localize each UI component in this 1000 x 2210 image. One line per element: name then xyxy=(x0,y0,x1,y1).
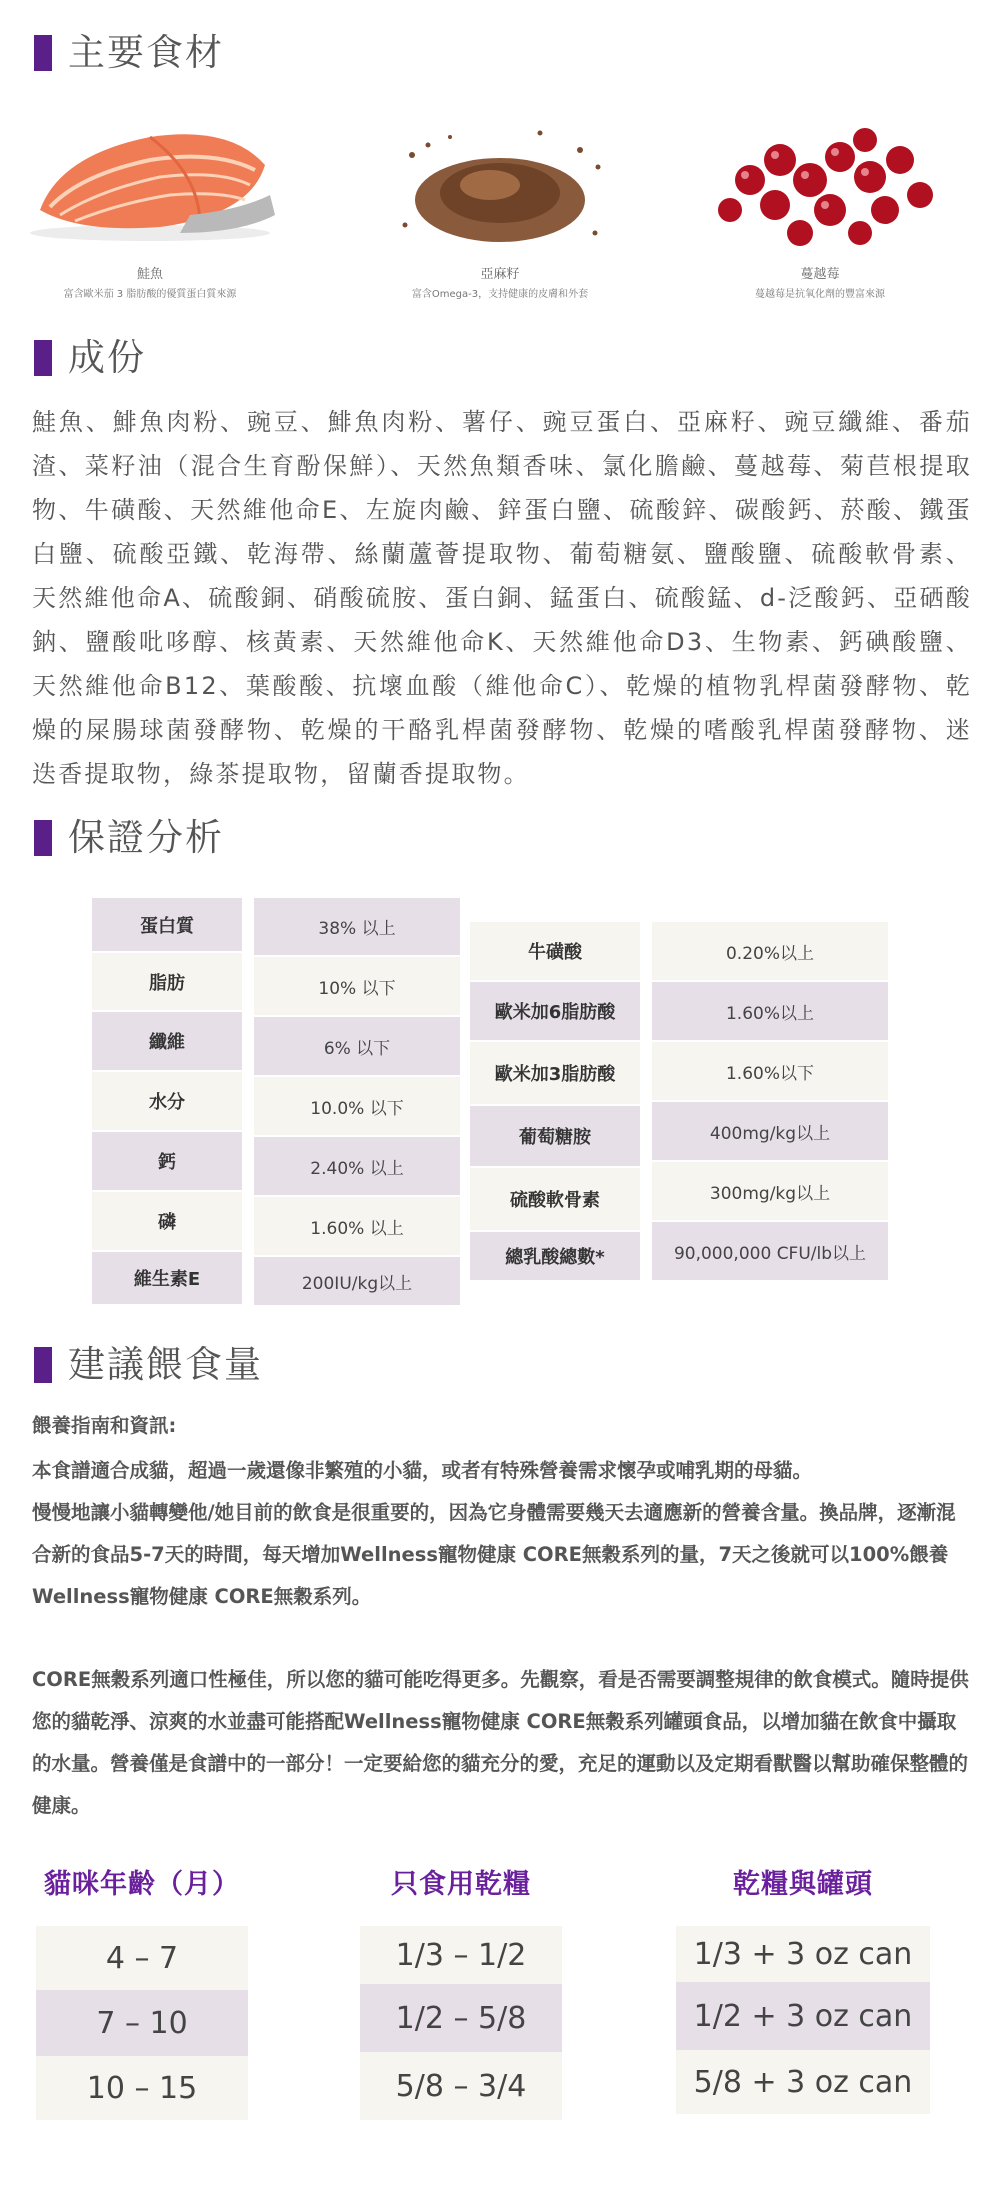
ingredient-cranberry xyxy=(670,115,970,300)
section-header-composition xyxy=(34,336,146,380)
feeding-cell-dry: 5/8 – 3/4 xyxy=(360,2052,562,2120)
feeding-cell-age: 7 – 10 xyxy=(36,1990,248,2056)
feeding-cell-dry: 1/2 – 5/8 xyxy=(360,1984,562,2052)
feeding-col-header-age: 貓咪年齡（月） xyxy=(44,1869,240,1900)
feeding-guide-suitability: 本食譜適合成貓，超過一歲還像非繁殖的小貓，或者有特殊營養需求懷孕或哺乳期的母貓。 xyxy=(32,1459,813,1482)
analysis-value: 0.20%以上 xyxy=(652,922,888,980)
section-title: 成份 xyxy=(68,336,146,379)
composition-text: 鮭魚、鯡魚肉粉、豌豆、鯡魚肉粉、薯仔、豌豆蛋白、亞麻籽、豌豆纖維、番茄渣、菜籽油（混合生育酚保鮮）、天然魚類香味、氯化膽鹼、蔓越莓、菊苣根提取物、牛磺酸、天然維他命E、左旋肉鹼、鋅蛋白鹽、硫酸鋅、碳酸鈣、菸酸、鐵蛋白鹽、硫酸亞鐵、乾海帶、絲蘭蘆薈提取物、葡萄糖氨、鹽酸鹽、硫酸軟骨素、天然維他命A、硫酸銅、硝酸硫胺、蛋白銅、錳蛋白、硫酸錳、d-泛酸鈣、亞硒酸鈉、鹽酸吡哆醇、核黃素、天然維他命K、天然維他命D3、生物素、鈣碘酸鹽、天然維他命B12、葉酸酸、抗壞血酸（維他命C）、乾燥的植物乳桿菌發酵物、乾燥的屎腸球菌發酵物、乾燥的干酪乳桿菌發酵物、乾燥的嗜酸乳桿菌發酵物、迷迭香提取物，綠茶提取物，留蘭香提取物。 xyxy=(32,408,972,788)
ingredient-desc: 蔓越莓是抗氧化劑的豐富來源 xyxy=(755,289,885,300)
feeding-col-header-dry: 只食用乾糧 xyxy=(391,1869,531,1900)
analysis-label: 磷 xyxy=(92,1192,242,1250)
analysis-label: 葡萄糖胺 xyxy=(470,1106,640,1166)
salmon-fillet-icon xyxy=(0,115,300,255)
feeding-cell-dry: 1/3 – 1/2 xyxy=(360,1926,562,1984)
analysis-value: 1.60% 以上 xyxy=(254,1197,460,1255)
feeding-guide-title: 餵養指南和資訊: xyxy=(32,1414,177,1437)
ingredient-flaxseed xyxy=(350,115,650,300)
section-title: 保證分析 xyxy=(68,816,224,859)
ingredient-salmon xyxy=(0,115,300,300)
analysis-label: 歐米加3脂肪酸 xyxy=(470,1042,640,1104)
feeding-cell-age: 10 – 15 xyxy=(36,2056,248,2120)
analysis-value: 400mg/kg以上 xyxy=(652,1102,888,1160)
analysis-label: 鈣 xyxy=(92,1132,242,1190)
section-bar xyxy=(34,35,52,71)
feeding-col-header-dry-can: 乾糧與罐頭 xyxy=(733,1869,873,1900)
analysis-label: 蛋白質 xyxy=(92,898,242,951)
analysis-label: 脂肪 xyxy=(92,953,242,1010)
analysis-label: 維生素E xyxy=(92,1252,242,1304)
ingredient-name: 蔓越莓 xyxy=(800,267,840,282)
feeding-guide-advice: CORE無穀系列適口性極佳，所以您的貓可能吃得更多。先觀察，看是否需要調整規律的飲食模式。隨時提供您的貓乾淨、涼爽的水並盡可能搭配Wellness寵物健康 CORE無穀系列罐頭食品，以增加貓在飲食中攝取的水量。營養僅是食譜中的一部分！一定要給您的貓充分的愛，充足的運動以及定期看獸醫以幫助確保整體的健康。 xyxy=(32,1668,969,1817)
feeding-guide-transition: 慢慢地讓小貓轉變他/她目前的飲食是很重要的，因為它身體需要幾天去適應新的營養含量。換品牌，逐漸混合新的食品5-7天的時間，每天增加Wellness寵物健康 CORE無穀系列的量，7天之後就可以100%餵養Wellness寵物健康 CORE無穀系列。 xyxy=(32,1501,956,1608)
analysis-label: 纖維 xyxy=(92,1012,242,1070)
analysis-value: 10.0% 以下 xyxy=(254,1077,460,1135)
analysis-value: 1.60%以上 xyxy=(652,982,888,1040)
analysis-label: 硫酸軟骨素 xyxy=(470,1168,640,1230)
section-header-feeding xyxy=(34,1343,263,1387)
section-header-analysis xyxy=(34,816,224,860)
analysis-value: 300mg/kg以上 xyxy=(652,1162,888,1220)
feeding-cell-dry-can: 1/2 + 3 oz can xyxy=(676,1982,930,2050)
feeding-cell-age: 4 – 7 xyxy=(36,1926,248,1990)
ingredient-desc: 富含歐米茄 3 脂肪酸的優質蛋白質來源 xyxy=(63,289,237,300)
section-bar xyxy=(34,1347,52,1383)
analysis-value: 38% 以上 xyxy=(254,898,460,955)
analysis-value: 1.60%以下 xyxy=(652,1042,888,1100)
section-bar xyxy=(34,340,52,376)
feeding-cell-dry-can: 5/8 + 3 oz can xyxy=(676,2050,930,2114)
ingredient-desc: 富含Omega-3，支持健康的皮膚和外套 xyxy=(411,289,589,300)
feeding-cell-dry-can: 1/3 + 3 oz can xyxy=(676,1926,930,1982)
ingredient-name: 鮭魚 xyxy=(136,267,163,282)
analysis-value: 200IU/kg以上 xyxy=(254,1257,460,1305)
analysis-label: 歐米加6脂肪酸 xyxy=(470,982,640,1040)
analysis-value: 6% 以下 xyxy=(254,1017,460,1075)
analysis-value: 90,000,000 CFU/lb以上 xyxy=(652,1222,888,1280)
analysis-value: 10% 以下 xyxy=(254,957,460,1015)
section-title: 建議餵食量 xyxy=(68,1343,263,1386)
analysis-label: 總乳酸總數* xyxy=(470,1232,640,1280)
section-header-main-ingredients xyxy=(34,31,224,75)
cranberries-icon xyxy=(670,115,970,255)
section-bar xyxy=(34,820,52,856)
ingredient-name: 亞麻籽 xyxy=(480,267,520,282)
section-title: 主要食材 xyxy=(68,31,224,74)
analysis-value: 2.40% 以上 xyxy=(254,1137,460,1195)
analysis-label: 牛磺酸 xyxy=(470,922,640,980)
flaxseed-pile-icon xyxy=(350,115,650,255)
analysis-label: 水分 xyxy=(92,1072,242,1130)
